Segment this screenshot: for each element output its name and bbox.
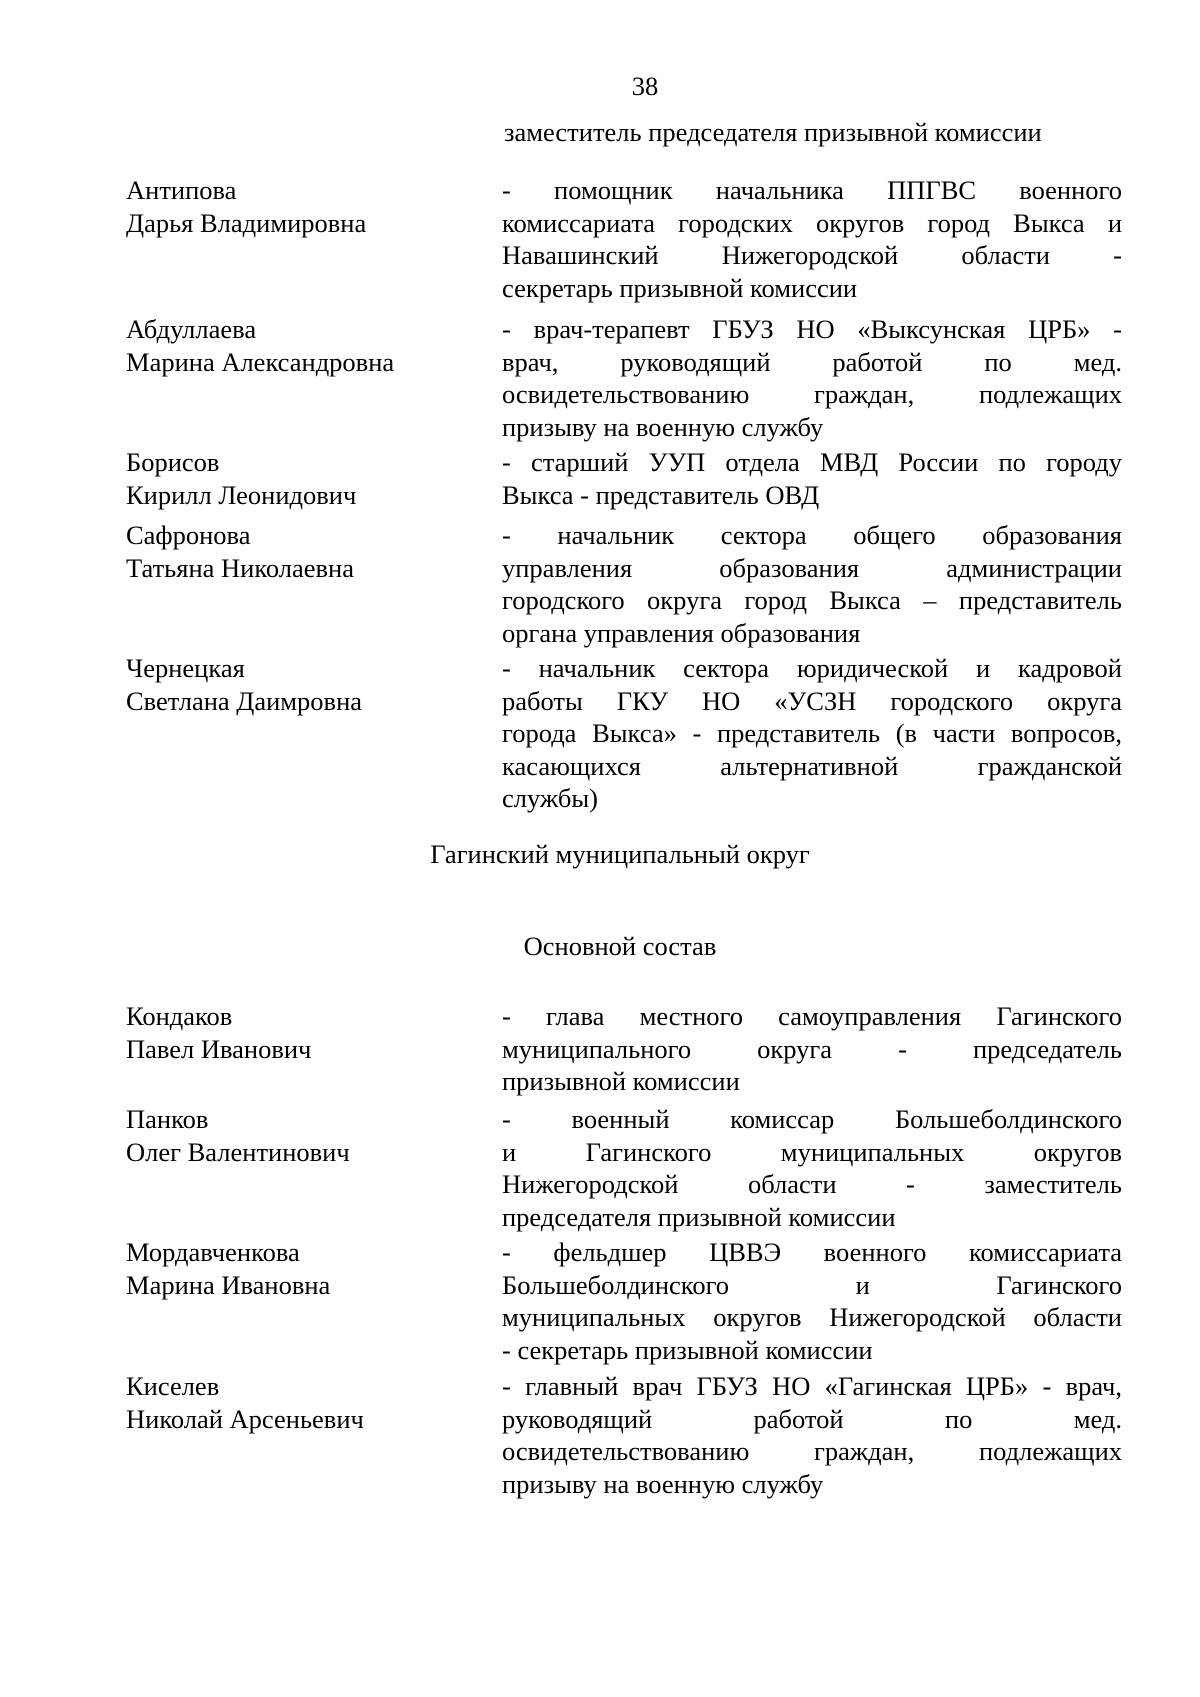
description-line: службы): [502, 783, 598, 813]
member-name: [126, 174, 486, 239]
member-name: [126, 519, 486, 584]
member-role-description: [502, 446, 1122, 511]
member-role-description: [502, 519, 1122, 649]
member-surname: Антипова: [126, 175, 237, 205]
member-role-description: [502, 1370, 1122, 1500]
description-line: руководящий работой по мед.: [502, 1403, 1122, 1434]
description-line: призывной комиссии: [502, 1066, 740, 1096]
member-name: [126, 1103, 486, 1168]
member-surname: Чернецкая: [126, 653, 245, 683]
member-role-description: [502, 1236, 1122, 1366]
description-line: Навашинский Нижегородской области -: [502, 240, 1122, 270]
member-role-description: [502, 1103, 1122, 1233]
member-given-names: Кирилл Леонидович: [126, 479, 357, 510]
description-line: городского округа город Выкса – представитель: [502, 585, 1122, 615]
page-number: 38: [631, 71, 659, 101]
description-line: и Гагинского муниципальных округов: [502, 1136, 1122, 1167]
district-heading: Гагинский муниципальный округ: [430, 839, 810, 869]
description-line: врач, руководящий работой по мед.: [502, 346, 1122, 377]
description-line: призыву на военную службу: [502, 411, 824, 442]
description-line: - старший УУП отдела МВД России по городу: [502, 447, 1122, 477]
member-role-description: [502, 313, 1122, 443]
continued-description-line: заместитель председателя призывной комиссии: [504, 117, 1042, 147]
member-name: [126, 446, 486, 511]
member-given-names: Марина Ивановна: [126, 1269, 331, 1300]
description-line: Нижегородской области - заместитель: [502, 1169, 1122, 1199]
description-line: - начальник сектора юридической и кадровой: [502, 653, 1122, 683]
member-given-names: Павел Иванович: [126, 1033, 312, 1064]
description-line: муниципального округа - председатель: [502, 1033, 1122, 1064]
member-surname: Кондаков: [126, 1001, 233, 1031]
description-line: - помощник начальника ППГВС военного: [502, 175, 1122, 205]
description-line: управления образования администрации: [502, 552, 1122, 583]
member-given-names: Светлана Даимровна: [126, 685, 363, 716]
description-line: освидетельствованию граждан, подлежащих: [502, 1436, 1122, 1466]
description-line: - военный комиссар Большеболдинского: [502, 1104, 1122, 1134]
description-line: муниципальных округов Нижегородской области: [502, 1302, 1122, 1332]
member-name: [126, 652, 486, 717]
description-line: Большеболдинского и Гагинского: [502, 1269, 1122, 1300]
member-role-description: [502, 174, 1122, 304]
description-line: - глава местного самоуправления Гагинского: [502, 1001, 1122, 1031]
description-line: освидетельствованию граждан, подлежащих: [502, 379, 1122, 409]
member-role-description: [502, 652, 1122, 815]
member-surname: Сафронова: [126, 520, 251, 550]
description-line: - фельдшер ЦВВЭ военного комиссариата: [502, 1237, 1122, 1267]
description-line: председателя призывной комиссии: [502, 1201, 896, 1232]
description-line: - начальник сектора общего образования: [502, 520, 1122, 550]
member-given-names: Дарья Владимировна: [126, 207, 367, 238]
member-name: [126, 1370, 486, 1435]
description-line: работы ГКУ НО «УСЗН городского округа: [502, 685, 1122, 716]
member-surname: Абдуллаева: [126, 314, 257, 344]
member-given-names: Марина Александровна: [126, 346, 395, 377]
description-line: комиссариата городских округов город Выкса и: [502, 207, 1122, 238]
description-line: органа управления образования: [502, 617, 861, 648]
member-given-names: Олег Валентинович: [126, 1136, 350, 1167]
composition-heading: Основной состав: [523, 931, 717, 961]
member-role-description: [502, 1000, 1122, 1098]
description-line: Выкса - представитель ОВД: [502, 479, 820, 510]
description-line: призыву на военную службу: [502, 1468, 824, 1499]
member-surname: Мордавченкова: [126, 1237, 300, 1267]
description-line: города Выкса» - представитель (в части вопросов,: [502, 718, 1122, 748]
description-line: секретарь призывной комиссии: [502, 272, 858, 303]
member-given-names: Николай Арсеньевич: [126, 1403, 364, 1434]
description-line: касающихся альтернативной гражданской: [502, 750, 1122, 781]
member-surname: Панков: [126, 1104, 209, 1134]
member-name: [126, 1236, 486, 1301]
member-surname: Киселев: [126, 1371, 220, 1401]
description-line: - секретарь призывной комиссии: [502, 1334, 873, 1365]
member-name: [126, 1000, 486, 1065]
description-line: - главный врач ГБУЗ НО «Гагинская ЦРБ» - врач,: [502, 1371, 1122, 1401]
description-line: - врач-терапевт ГБУЗ НО «Выксунская ЦРБ» -: [502, 314, 1122, 344]
member-surname: Борисов: [126, 447, 220, 477]
member-given-names: Татьяна Николаевна: [126, 552, 354, 583]
member-name: [126, 313, 486, 378]
